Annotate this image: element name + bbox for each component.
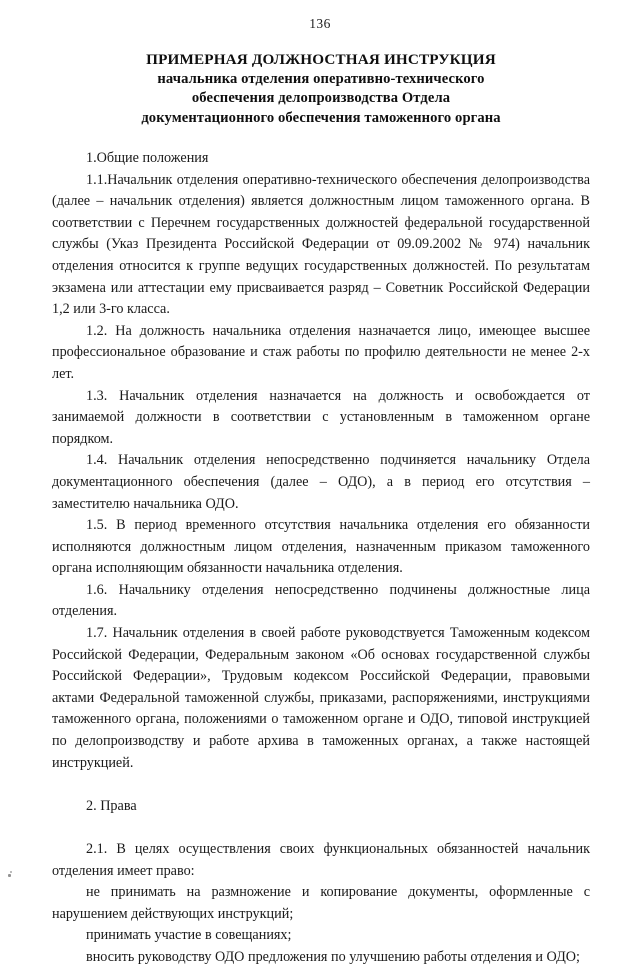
title-line-1: ПРИМЕРНАЯ ДОЛЖНОСТНАЯ ИНСТРУКЦИЯ (146, 51, 496, 68)
title-line-4: документационного обеспечения таможенного органа (141, 109, 501, 126)
page-number: 136 (309, 16, 331, 31)
right-item-2: принимать участие в совещаниях; (86, 927, 292, 944)
paragraph-1-2: 1.2. На должность начальника отделения назначается лицо, имеющее высшее профессиональное образование и стаж работы по профилю деятельности не менее 2-х лет. (52, 322, 590, 382)
scan-artifact-speck (8, 874, 11, 877)
document-title (52, 50, 590, 128)
paragraph-1-6: 1.6. Начальнику отделения непосредственно подчинены должностные лица отделения. (52, 581, 590, 620)
paragraph-1-3: 1.3. Начальник отделения назначается на должность и освобождается от занимаемой должности в соответствии с установленным в таможенном органе порядком. (52, 387, 590, 447)
section-heading-2: 2. Права (86, 797, 137, 814)
section-spacer-bottom (52, 817, 590, 839)
scan-artifact-speck-secondary (10, 871, 12, 873)
right-item-3: вносить руководству ОДО предложения по улучшению работы отделения и ОДО; (86, 948, 580, 965)
document-body (52, 148, 590, 969)
paragraph-2-1: 2.1. В целях осуществления своих функциональных обязанностей начальник отделения имеет право: (52, 841, 590, 879)
section-heading-1: 1.Общие положения (86, 150, 209, 166)
title-line-2: начальника отделения оперативно-технического (157, 70, 485, 87)
right-item-1: не принимать на размножение и копирование документы, оформленные с нарушением действующих инструкций; (52, 884, 590, 922)
title-line-3: обеспечения делопроизводства Отдела (191, 90, 451, 106)
section-spacer-top (52, 774, 590, 796)
paragraph-1-4: 1.4. Начальник отделения непосредственно подчиняется начальнику Отдела документационного обеспечения (далее – ОДО), а в период его отсутствия – заместителю начальника ОДО. (52, 452, 590, 512)
paragraph-1-5: 1.5. В период временного отсутствия начальника отделения его обязанности исполняются должностным лицом отделения, назначенным приказом таможенного органа исполняющим обязанности начальника отделения. (52, 517, 590, 577)
paragraph-1-7: 1.7. Начальник отделения в своей работе руководствуется Таможенным кодексом Российской Федерации, Федеральным законом «Об основах государственной службы Российской Федерации», Трудовым кодексом Российской Федерации, правовыми актами Федеральной таможенной службы, приказами, распоряжениями, инструкциями таможенного органа, положениями о таможенном органе и ОДО, типовой инструкцией по делопроизводству и работе архива в таможенных органах, а также настоящей инструкцией. (52, 625, 590, 771)
paragraph-1-1: 1.1.Начальник отделения оперативно-технического обеспечения делопроизводства (далее – начальник отделения) является должностным лицом таможенного органа. В соответствии с Перечнем государственных должностей федеральной государственной службы (Указ Президента Российской Федерации от 09.09.2002 № 974) начальник отделения относится к группе ведущих государственных должностей. По результатам экзамена или аттестации ему присваивается разряд – Советник Российской Федерации 1,2 или 3-го класса. (52, 171, 590, 318)
